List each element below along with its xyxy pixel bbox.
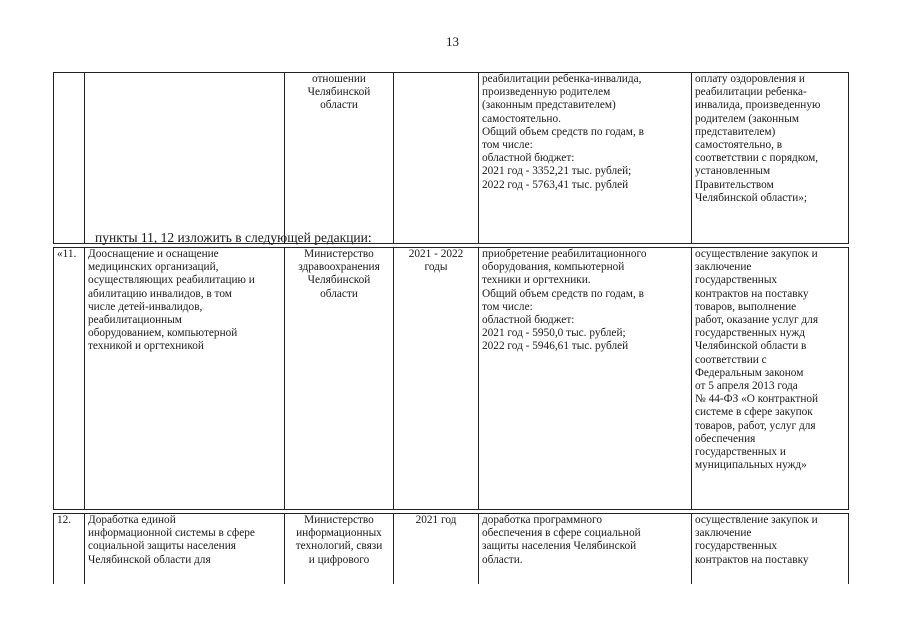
table-continuation <box>53 72 849 244</box>
text-line: абилитацию инвалидов, в том <box>88 287 232 300</box>
cell-period <box>394 73 479 244</box>
text-line: Федеральным законом <box>695 366 804 379</box>
cell-name <box>85 514 285 584</box>
text-line: отношении <box>312 73 366 85</box>
text-line: областной бюджет: <box>482 152 575 165</box>
table-row <box>54 248 849 510</box>
table-item-11 <box>53 247 849 510</box>
cell-mechanism <box>692 248 849 510</box>
text-line: соответствии с порядком, <box>695 152 819 165</box>
text-line: Правительством <box>695 178 774 191</box>
text-line: инвалида, произведенную <box>695 99 821 112</box>
text-line: 2021 год - 5950,0 тыс. рублей; <box>482 327 626 340</box>
cell-results <box>479 73 692 244</box>
text-line: областной бюджет: <box>482 314 575 327</box>
text-line: осуществление закупок и <box>695 248 818 260</box>
text-line: здравоохранения <box>298 261 380 274</box>
text-line: осуществляющих реабилитацию и <box>88 274 255 287</box>
text-line: том числе: <box>482 300 533 313</box>
text-line: Доработка единой <box>88 514 176 526</box>
text-line: № 44-ФЗ «О контрактной <box>695 393 819 406</box>
text-line: том числе: <box>482 139 533 152</box>
text-line: заключение <box>695 261 752 274</box>
text-line: товаров, выполнение <box>695 300 797 313</box>
table-row <box>54 514 849 584</box>
text-line: муниципальных нужд» <box>695 459 807 472</box>
text-line: государственных <box>695 540 778 553</box>
text-line: Министерство <box>304 514 374 526</box>
cell-mechanism <box>692 73 849 244</box>
text-line: техники и оргтехники. <box>482 274 591 287</box>
text-line: (законным представителем) <box>482 99 616 112</box>
cell-results <box>479 248 692 510</box>
table-item-12 <box>53 513 849 584</box>
cell-executor <box>285 73 394 244</box>
text-line: технологий, связи <box>295 540 383 553</box>
text-line: 2021 год - 3352,21 тыс. рублей; <box>482 165 632 178</box>
text-line: оборудования, компьютерной <box>482 261 625 274</box>
text-line: области <box>320 99 358 112</box>
text-line: числе детей-инвалидов, <box>88 300 203 313</box>
page-number: 13 <box>446 34 459 49</box>
cell-executor <box>285 514 394 584</box>
cell-number <box>54 73 85 244</box>
text-line: обеспечения в сфере социальной <box>482 527 641 540</box>
text-line: 2022 год - 5763,41 тыс. рублей <box>482 178 629 191</box>
text-line: Челябинской области для <box>88 553 211 566</box>
text-line: работ, оказание услуг для <box>695 314 819 327</box>
section-caption: пункты 11, 12 изложить в следующей редакции: <box>95 230 372 245</box>
cell-period: 2021 год <box>394 514 479 584</box>
text-line: Министерство <box>304 248 374 260</box>
cell-period: 2021 - 2022 годы <box>394 248 479 510</box>
text-line: реабилитационным <box>88 314 182 327</box>
text-line: защиты населения Челябинской <box>482 540 637 553</box>
text-line: системе в сфере закупок <box>695 406 813 419</box>
text-line: государственных нужд <box>695 327 805 340</box>
text-line: самостоятельно, в <box>695 139 783 152</box>
text-line: установленным <box>695 165 771 178</box>
text-line: обеспечения <box>695 432 756 445</box>
cell-results <box>479 514 692 584</box>
text-line: осуществление закупок и <box>695 514 818 526</box>
text-line: области <box>320 287 358 300</box>
cell-mechanism <box>692 514 849 584</box>
cell-number: 12. <box>54 514 85 584</box>
text-line: Дооснащение и оснащение <box>88 248 219 260</box>
text-line: произведенную родителем <box>482 86 611 99</box>
text-line: контрактов на поставку <box>695 287 809 300</box>
text-line: Челябинской области»; <box>695 191 808 204</box>
text-line: контрактов на поставку <box>695 553 809 566</box>
text-line: оборудованием, компьютерной <box>88 327 238 340</box>
text-line: реабилитации ребенка-инвалида, <box>482 73 642 85</box>
text-line: приобретение реабилитационного <box>482 248 647 260</box>
cell-executor <box>285 248 394 510</box>
text-line: Челябинской области в <box>695 340 807 353</box>
text-line: оплату оздоровления и <box>695 73 805 85</box>
cell-number: «11. <box>54 248 85 510</box>
text-line: родителем (законным <box>695 112 799 125</box>
text-line: информационных <box>296 527 382 540</box>
text-line: Общий объем средств по годам, в <box>482 125 644 138</box>
text-line: медицинских организаций, <box>88 261 219 274</box>
text-line: реабилитации ребенка- <box>695 86 807 99</box>
text-line: информационной системы в сфере <box>88 527 255 540</box>
text-line: техникой и оргтехникой <box>88 340 204 353</box>
text-line: Челябинской <box>307 86 371 99</box>
cell-name <box>85 248 285 510</box>
text-line: государственных и <box>695 446 786 459</box>
text-line: государственных <box>695 274 778 287</box>
text-line: самостоятельно. <box>482 112 561 125</box>
text-line: представителем) <box>695 125 776 138</box>
text-line: соответствии с <box>695 353 767 366</box>
text-line: Общий объем средств по годам, в <box>482 287 644 300</box>
text-line: и цифрового <box>308 553 370 566</box>
cell-name <box>85 73 285 244</box>
text-line: социальной защиты населения <box>88 540 236 553</box>
table-row <box>54 73 849 244</box>
text-line: доработка программного <box>482 514 603 526</box>
text-line: Челябинской <box>307 274 371 287</box>
text-line: заключение <box>695 527 752 540</box>
text-line: от 5 апреля 2013 года <box>695 380 798 393</box>
text-line: 2022 год - 5946,61 тыс. рублей <box>482 340 629 353</box>
text-line: области. <box>482 553 523 566</box>
text-line: товаров, работ, услуг для <box>695 419 816 432</box>
